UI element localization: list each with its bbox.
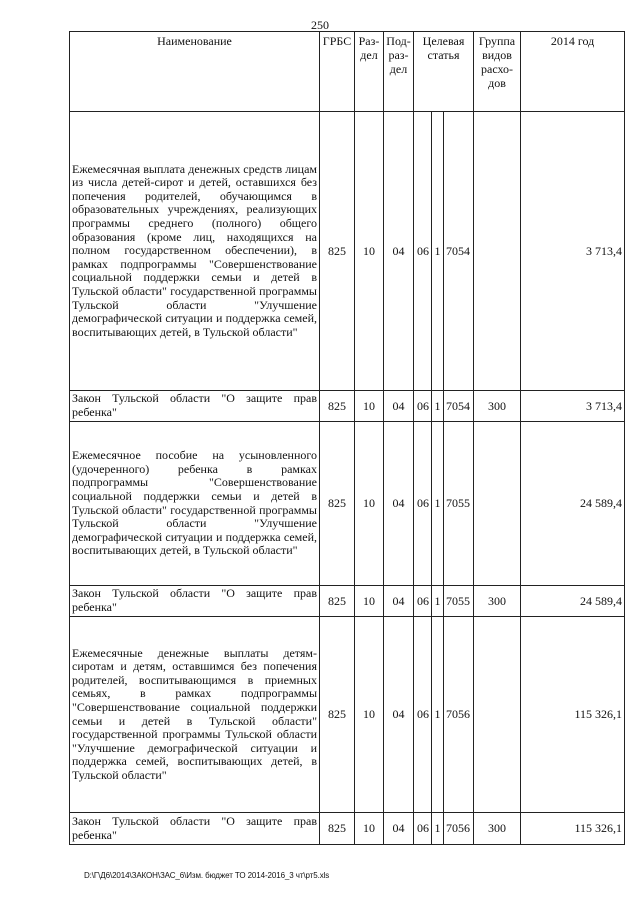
cell-target-program: 06 (414, 617, 432, 813)
table-row (70, 617, 625, 813)
cell-target-code: 7055 (444, 586, 474, 617)
cell-amount: 24 589,4 (521, 422, 625, 586)
cell-grbs: 825 (320, 586, 355, 617)
budget-table (69, 31, 625, 845)
cell-amount: 3 713,4 (521, 391, 625, 422)
cell-razdel: 10 (355, 112, 384, 391)
cell-podrazdel: 04 (384, 422, 414, 586)
cell-podrazdel: 04 (384, 617, 414, 813)
cell-grbs: 825 (320, 112, 355, 391)
cell-target-code: 7054 (444, 112, 474, 391)
cell-expense-group: 300 (474, 586, 521, 617)
header-row (70, 32, 625, 112)
table-row (70, 112, 625, 391)
cell-target-subprogram: 1 (432, 586, 444, 617)
cell-target-code: 7054 (444, 391, 474, 422)
cell-target-program: 06 (414, 112, 432, 391)
cell-target-subprogram: 1 (432, 391, 444, 422)
row-name: Закон Тульской области "О защите прав ребенка" (70, 391, 320, 422)
table-row (70, 586, 625, 617)
cell-target-subprogram: 1 (432, 813, 444, 845)
cell-grbs: 825 (320, 617, 355, 813)
header-year: 2014 год (521, 32, 625, 112)
cell-podrazdel: 04 (384, 391, 414, 422)
cell-target-subprogram: 1 (432, 112, 444, 391)
cell-podrazdel: 04 (384, 813, 414, 845)
header-razdel: Раз-дел (355, 32, 384, 112)
cell-expense-group (474, 112, 521, 391)
cell-expense-group: 300 (474, 391, 521, 422)
cell-razdel: 10 (355, 813, 384, 845)
row-name: Ежемесячное пособие на усыновленного (удочеренного) ребенка в рамках подпрограммы "Совершенствование социальной поддержки семьи и детей в Тульской области" государственной программы Тульской области "Улучшение демографической ситуации и поддержка семей, воспитывающих детей, в Тульской области" (70, 422, 320, 586)
cell-razdel: 10 (355, 391, 384, 422)
cell-target-program: 06 (414, 422, 432, 586)
cell-target-program: 06 (414, 813, 432, 845)
cell-target-subprogram: 1 (432, 422, 444, 586)
cell-amount: 24 589,4 (521, 586, 625, 617)
cell-podrazdel: 04 (384, 586, 414, 617)
header-target: Целевая статья (414, 32, 474, 112)
cell-target-program: 06 (414, 391, 432, 422)
cell-amount: 115 326,1 (521, 617, 625, 813)
table-row (70, 813, 625, 845)
row-name: Закон Тульской области "О защите прав ребенка" (70, 586, 320, 617)
cell-razdel: 10 (355, 586, 384, 617)
row-name: Ежемесячная выплата денежных средств лицам из числа детей-сирот и детей, оставшихся без попечения родителей, обучающимся в образовательных учреждениях, реализующих программы среднего (полного) общего образования (кроме лиц, находящихся на полном государственном обеспечении), в рамках подпрограммы "Совершенствование социальной поддержки семьи и детей в Тульской области" государственной программы Тульской области "Улучшение демографической ситуации и поддержка семей, воспитывающих детей, в Тульской области" (70, 112, 320, 391)
page-number: 250 (311, 18, 329, 32)
cell-amount: 115 326,1 (521, 813, 625, 845)
header-group: Группа видов расхо-дов (474, 32, 521, 112)
cell-razdel: 10 (355, 617, 384, 813)
cell-amount: 3 713,4 (521, 112, 625, 391)
cell-grbs: 825 (320, 813, 355, 845)
cell-grbs: 825 (320, 391, 355, 422)
cell-target-code: 7056 (444, 617, 474, 813)
file-path-footer: D:\Г\Д6\2014\ЗАКОН\ЗАС_6\Изм. бюджет ТО 2014-2016_3 чт\рт5.xls (84, 871, 330, 880)
row-name: Ежемесячные денежные выплаты детям-сиротам и детям, оставшимся без попечения родителей, воспитывающимся в приемных семьях, в рамках подпрограммы "Совершенствование социальной поддержки семьи и детей в Тульской области" государственной программы Тульской области "Улучшение демографической ситуации и поддержка семей, воспитывающих детей, в Тульской области" (70, 617, 320, 813)
cell-grbs: 825 (320, 422, 355, 586)
header-grbs: ГРБС (320, 32, 355, 112)
cell-target-code: 7056 (444, 813, 474, 845)
cell-expense-group: 300 (474, 813, 521, 845)
table-row (70, 422, 625, 586)
cell-expense-group (474, 617, 521, 813)
cell-razdel: 10 (355, 422, 384, 586)
cell-podrazdel: 04 (384, 112, 414, 391)
table-row (70, 391, 625, 422)
cell-target-code: 7055 (444, 422, 474, 586)
row-name: Закон Тульской области "О защите прав ребенка" (70, 813, 320, 845)
cell-target-subprogram: 1 (432, 617, 444, 813)
cell-target-program: 06 (414, 586, 432, 617)
cell-expense-group (474, 422, 521, 586)
header-podrazdel: Под-раз-дел (384, 32, 414, 112)
header-name: Наименование (70, 32, 320, 112)
